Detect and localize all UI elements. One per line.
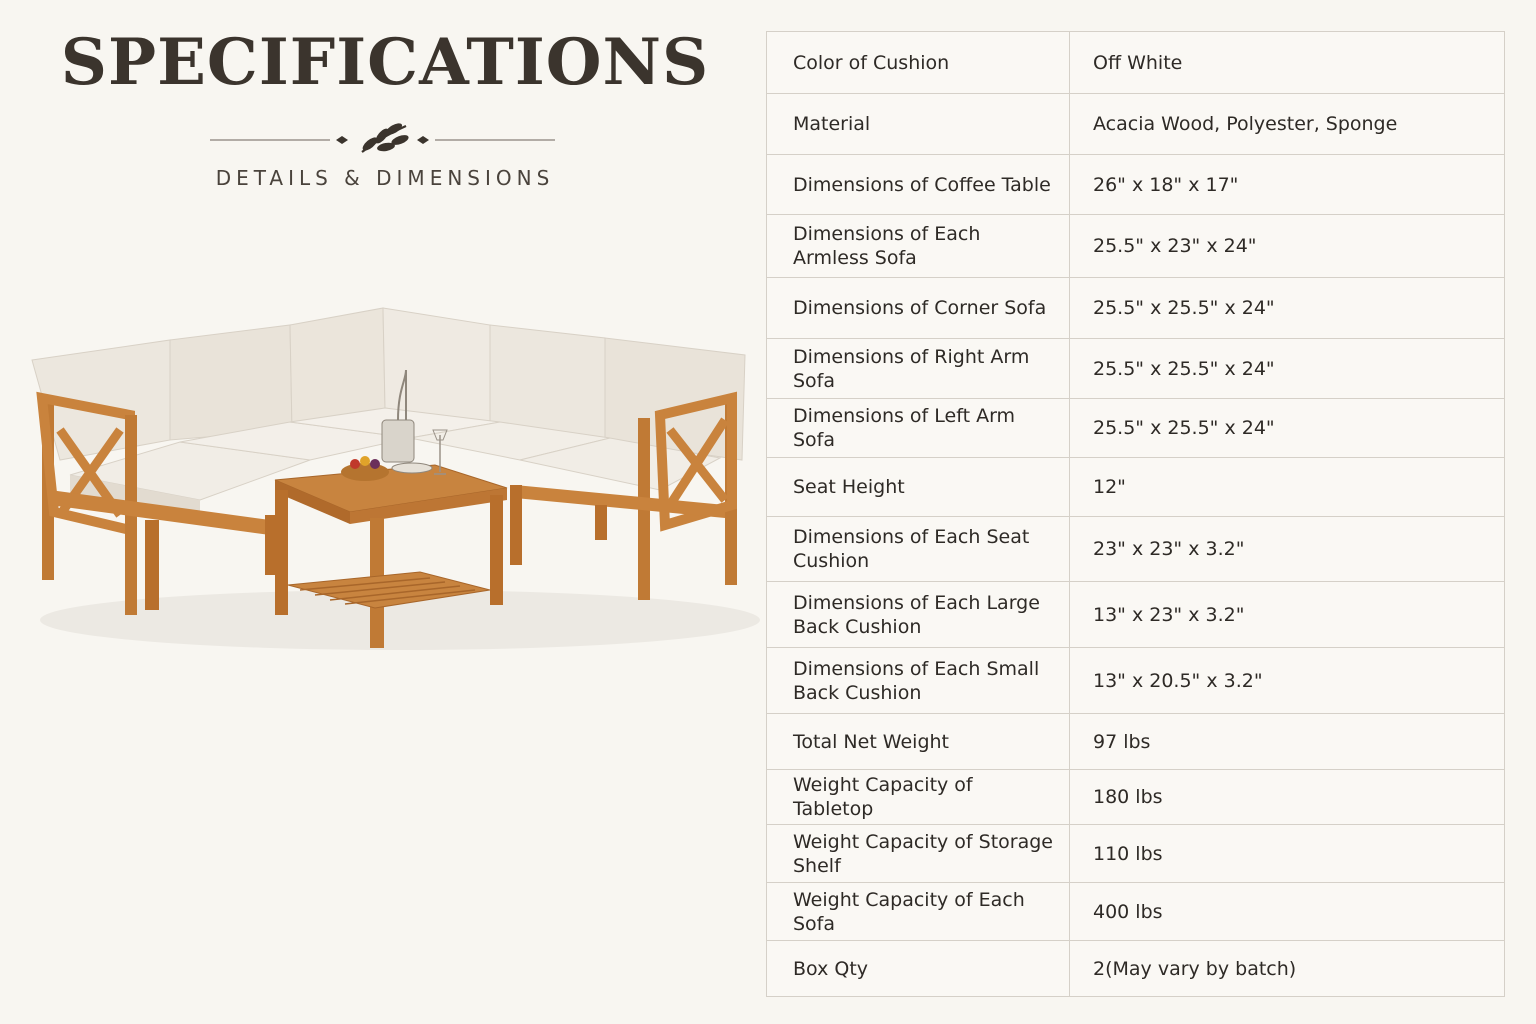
spec-value: 12" <box>1070 458 1505 517</box>
spec-label: Dimensions of Left Arm Sofa <box>767 399 1070 458</box>
page-subtitle: DETAILS & DIMENSIONS <box>215 166 555 190</box>
table-row <box>767 278 1505 339</box>
spec-value: 26" x 18" x 17" <box>1070 155 1505 215</box>
table-row <box>767 94 1505 155</box>
table-row <box>767 155 1505 215</box>
table-row <box>767 458 1505 517</box>
table-row <box>767 32 1505 94</box>
table-row <box>767 399 1505 458</box>
spec-label: Dimensions of Each Seat Cushion <box>767 517 1070 582</box>
spec-value: 13" x 20.5" x 3.2" <box>1070 648 1505 714</box>
table-row <box>767 215 1505 278</box>
spec-label: Dimensions of Coffee Table <box>767 155 1070 215</box>
spec-value: 23" x 23" x 3.2" <box>1070 517 1505 582</box>
table-row <box>767 714 1505 770</box>
spec-value: 13" x 23" x 3.2" <box>1070 582 1505 648</box>
table-row <box>767 825 1505 883</box>
table-row <box>767 770 1505 825</box>
table-row <box>767 339 1505 399</box>
spec-label: Dimensions of Each Large Back Cushion <box>767 582 1070 648</box>
spec-label: Box Qty <box>767 941 1070 997</box>
spec-value: 25.5" x 23" x 24" <box>1070 215 1505 278</box>
spec-value: 180 lbs <box>1070 770 1505 825</box>
spec-label: Dimensions of Each Small Back Cushion <box>767 648 1070 714</box>
spec-value: Acacia Wood, Polyester, Sponge <box>1070 94 1505 155</box>
spec-value: 400 lbs <box>1070 883 1505 941</box>
spec-value: 25.5" x 25.5" x 24" <box>1070 399 1505 458</box>
spec-value: 2(May vary by batch) <box>1070 941 1505 997</box>
spec-label: Dimensions of Corner Sofa <box>767 278 1070 339</box>
spec-value: Off White <box>1070 32 1505 94</box>
spec-label: Dimensions of Right Arm Sofa <box>767 339 1070 399</box>
spec-label: Weight Capacity of Tabletop <box>767 770 1070 825</box>
spec-value: 110 lbs <box>1070 825 1505 883</box>
sofa-set-illustration <box>20 290 760 670</box>
spec-label: Weight Capacity of Each Sofa <box>767 883 1070 941</box>
spec-label: Weight Capacity of Storage Shelf <box>767 825 1070 883</box>
spec-value: 25.5" x 25.5" x 24" <box>1070 339 1505 399</box>
table-row <box>767 883 1505 941</box>
table-row <box>767 582 1505 648</box>
spec-label: Dimensions of Each Armless Sofa <box>767 215 1070 278</box>
spec-value: 25.5" x 25.5" x 24" <box>1070 278 1505 339</box>
spec-label: Seat Height <box>767 458 1070 517</box>
page-title: SPECIFICATIONS <box>60 25 710 100</box>
leaf-divider-icon <box>210 120 555 160</box>
spec-label: Color of Cushion <box>767 32 1070 94</box>
table-row <box>767 517 1505 582</box>
spec-label: Material <box>767 94 1070 155</box>
spec-value: 97 lbs <box>1070 714 1505 770</box>
specifications-table <box>766 31 1505 997</box>
table-row <box>767 941 1505 997</box>
table-row <box>767 648 1505 714</box>
spec-label: Total Net Weight <box>767 714 1070 770</box>
